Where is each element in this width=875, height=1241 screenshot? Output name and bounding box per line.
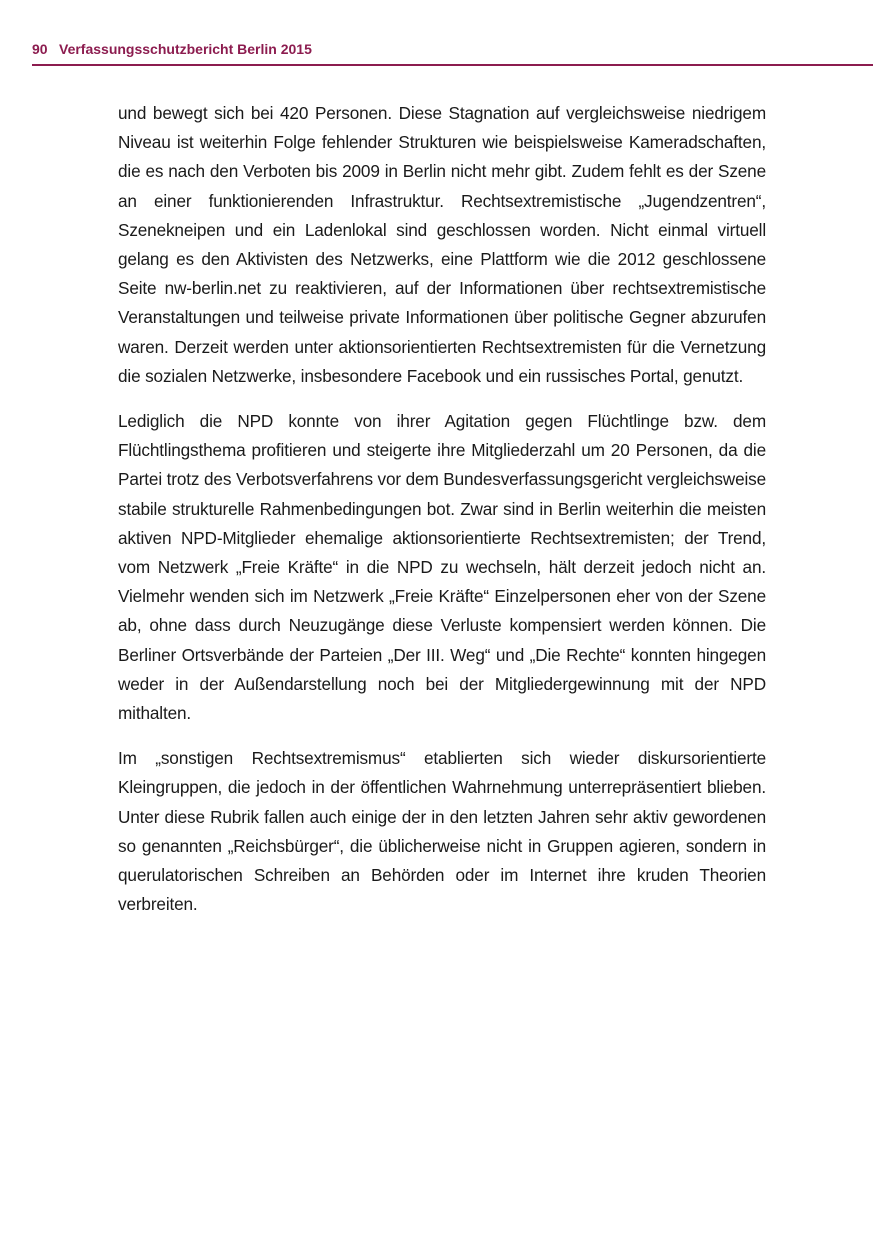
running-title: Verfassungsschutzbericht Berlin 2015 [59,41,312,57]
page-number: 90 [32,41,48,57]
body-text [118,99,766,935]
paragraph-3: Im „sonstigen Rechtsextremismus“ etablierten sich wieder diskursorientierte Kleingruppen, die jedoch in der öffentlichen Wahrnehmung unterrepräsentiert blieben. Unter diese Rubrik fallen auch einige der in den letzten Jahren sehr aktiv gewordenen so genannten „Reichsbürger“, die üblicherweise nicht in Gruppen agieren, sondern in querulatorischen Schreiben an Behörden oder im Internet ihre kruden Theorien verbreiten. [118,748,766,915]
paragraph-2: Lediglich die NPD konnte von ihrer Agitation gegen Flüchtlinge bzw. dem Flüchtlingsthema profitieren und steigerte ihre Mitgliederzahl um 20 Personen, da die Partei trotz des Verbotsverfahrens vor dem Bundesverfassungsgericht vergleichsweise stabile strukturelle Rahmenbedingungen bot. Zwar sind in Berlin weiterhin die meisten aktiven NPD-Mitglieder ehemalige aktionsorientierte Rechtsextremisten; der Trend, vom Netzwerk „Freie Kräfte“ in die NPD zu wechseln, hält derzeit jedoch nicht an. Vielmehr wenden sich im Netzwerk „Freie Kräfte“ Einzelpersonen eher von der Szene ab, ohne dass durch Neuzugänge diese Verluste kompensiert werden können. Die Berliner Ortsverbände der Parteien „Der III. Weg“ und „Die Rechte“ konnten hingegen weder in der Außendarstellung noch bei der Mitgliedergewinnung mit der NPD mithalten. [118,411,766,724]
page-header [32,40,873,66]
paragraph-1: und bewegt sich bei 420 Personen. Diese Stagnation auf vergleichsweise niedrigem Niveau ist weiterhin Folge fehlender Strukturen wie beispielsweise Kameradschaften, die es nach den Verboten bis 2009 in Berlin nicht mehr gibt. Zudem fehlt es der Szene an einer funktionierenden Infrastruktur. Rechtsextremistische „Jugendzentren“, Szenekneipen und ein Ladenlokal sind geschlossen worden. Nicht einmal virtuell gelang es den Aktivisten des Netzwerks, eine Plattform wie die 2012 geschlossene Seite nw-berlin.net zu reaktivieren, auf der Informationen über rechtsextremistische Veranstaltungen und teilweise private Informationen über politische Gegner abzurufen waren. Derzeit werden unter aktionsorientierten Rechtsextremisten für die Vernetzung die sozialen Netzwerke, insbesondere Facebook und ein russisches Portal, genutzt. [118,103,766,386]
